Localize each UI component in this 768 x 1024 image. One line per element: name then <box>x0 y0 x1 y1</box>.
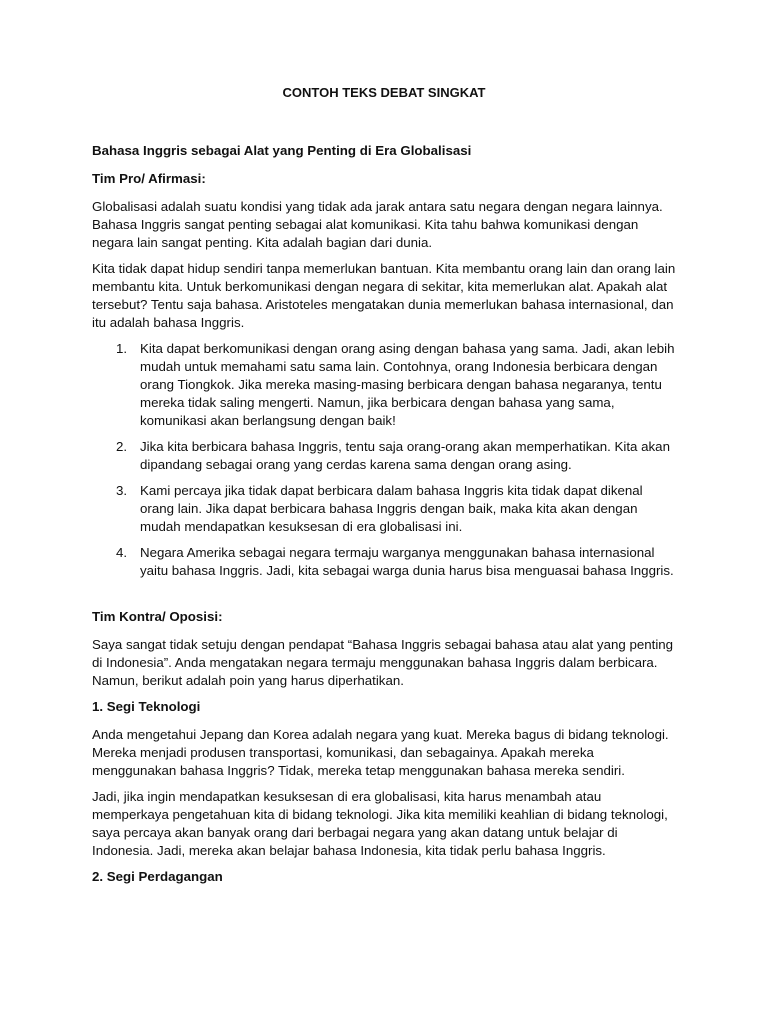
list-item-number: 2. <box>116 439 128 454</box>
pro-points-list <box>92 340 676 580</box>
pro-team-heading: Tim Pro/ Afirmasi: <box>92 171 206 186</box>
list-item-text: Jika kita berbicara bahasa Inggris, tentu saja orang-orang akan memperhatikan. Kita akan dipandang sebagai orang yang cerdas karena sama dengan orang asing. <box>140 439 670 472</box>
document-page <box>92 84 676 896</box>
contra-team-heading: Tim Kontra/ Oposisi: <box>92 609 223 624</box>
list-item-text: Kita dapat berkomunikasi dengan orang asing dengan bahasa yang sama. Jadi, akan lebih mudah untuk memahami satu sama lain. Contohnya, orang Indonesia berbicara dengan orang Tiongkok. Jika mereka masing-masing berbicara dengan bahasa negaranya, tentu mereka tidak saling mengerti. Namun, jika berbicara dengan bahasa yang sama, komunikasi akan berlangsung dengan baik! <box>140 341 675 428</box>
list-item <box>92 482 676 536</box>
contra-intro-paragraph: Saya sangat tidak setuju dengan pendapat “Bahasa Inggris sebagai bahasa atau alat yang penting di Indonesia”. Anda mengatakan negara termaju menggunakan bahasa Inggris dalam berbicara. Namun, berikut adalah poin yang harus diperhatikan. <box>92 637 674 688</box>
pro-paragraph: Kita tidak dapat hidup sendiri tanpa memerlukan bantuan. Kita membantu orang lain dan orang lain membantu kita. Untuk berkomunikasi dengan negara di sekitar, kita memerlukan alat. Apakah alat tersebut? Tentu saja bahasa. Aristoteles mengatakan dunia memerlukan bahasa internasional, dan itu adalah bahasa Inggris. <box>92 261 676 330</box>
list-item-text: Negara Amerika sebagai negara termaju warganya menggunakan bahasa internasional yaitu bahasa Inggris. Jadi, kita sebagai warga dunia harus bisa menguasai bahasa Inggris. <box>140 545 674 578</box>
list-item-text: Kami percaya jika tidak dapat berbicara dalam bahasa Inggris kita tidak dapat dikenal orang lain. Jika dapat berbicara bahasa Inggris dengan baik, maka kita akan dengan mudah mendapatkan kesuksesan di era globalisasi ini. <box>140 483 643 534</box>
contra-paragraph: Anda mengetahui Jepang dan Korea adalah negara yang kuat. Mereka bagus di bidang teknologi. Mereka menjadi produsen transportasi, komunikasi, dan sebagainya. Apakah mereka menggunakan bahasa Inggris? Tidak, mereka tetap menggunakan bahasa mereka sendiri. <box>92 727 669 778</box>
section-spacer <box>92 588 676 608</box>
contra-paragraph: Jadi, jika ingin mendapatkan kesuksesan di era globalisasi, kita harus menambah atau memperkaya pengetahuan kita di bidang teknologi. Jika kita memiliki keahlian di bidang teknologi, saya percaya akan banyak orang dari berbagai negara yang akan datang untuk belajar di Indonesia. Jadi, mereka akan belajar bahasa Indonesia, kita tidak perlu bahasa Inggris. <box>92 789 668 858</box>
document-title: CONTOH TEKS DEBAT SINGKAT <box>282 85 486 100</box>
list-item <box>92 438 676 474</box>
list-item-number: 3. <box>116 483 128 498</box>
list-item <box>92 340 676 430</box>
pro-paragraph: Globalisasi adalah suatu kondisi yang tidak ada jarak antara satu negara dengan negara lainnya. Bahasa Inggris sangat penting sebagai alat komunikasi. Kita tahu bahwa komunikasi dengan negara lain sangat penting. Kita adalah bagian dari dunia. <box>92 199 663 250</box>
list-item <box>92 544 676 580</box>
list-item-number: 1. <box>116 341 128 356</box>
contra-section-trade-heading: 2. Segi Perdagangan <box>92 869 223 884</box>
list-item-number: 4. <box>116 545 128 560</box>
contra-section-technology-heading: 1. Segi Teknologi <box>92 699 201 714</box>
debate-topic: Bahasa Inggris sebagai Alat yang Penting di Era Globalisasi <box>92 143 472 158</box>
